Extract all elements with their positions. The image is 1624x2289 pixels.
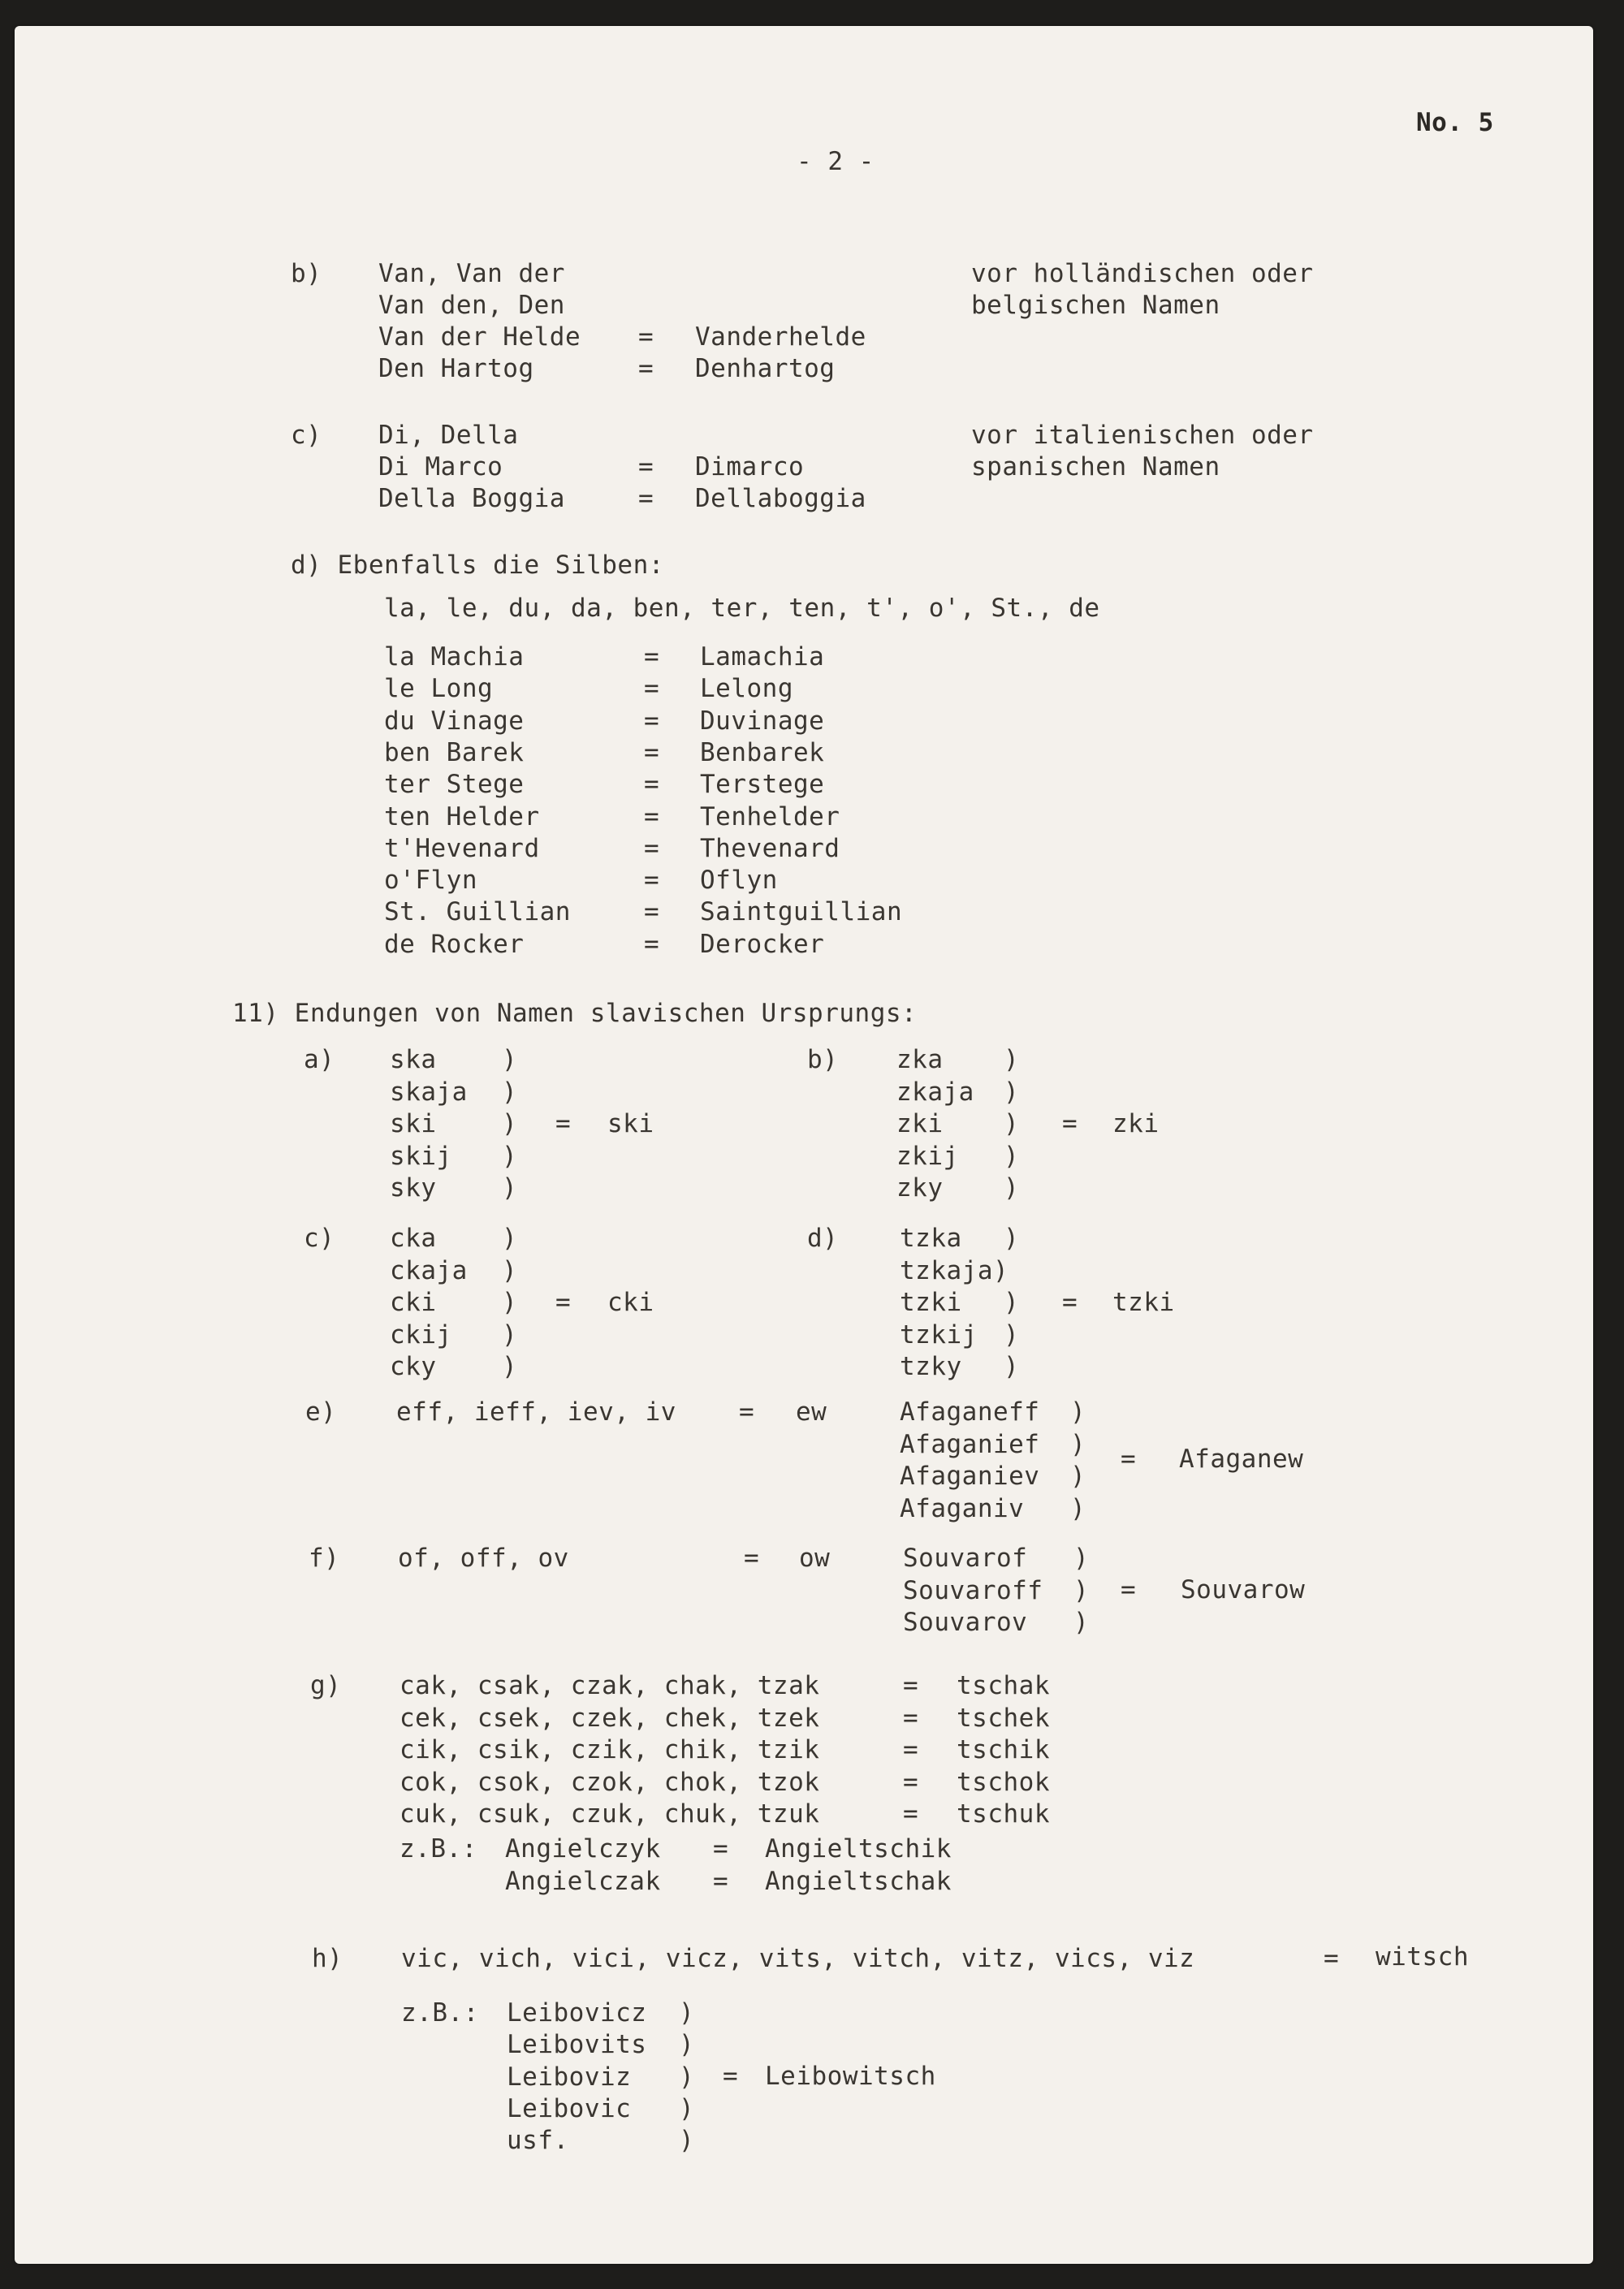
section-marker: e) <box>305 1397 337 1427</box>
equals-sign: = <box>638 484 654 513</box>
side-note: vor italienischen oder <box>971 421 1314 450</box>
example-from: ter Stege <box>384 770 525 800</box>
ending-item: ckij <box>390 1319 452 1350</box>
bracket-mark: ) <box>679 2093 695 2123</box>
ending-item: tzki <box>900 1288 962 1317</box>
section-marker: f) <box>309 1544 340 1573</box>
bracket-mark: ) <box>502 1109 518 1138</box>
equals-sign: = <box>1062 1109 1078 1138</box>
ending-result: ew <box>796 1397 827 1427</box>
ending-result: zki <box>1112 1109 1160 1138</box>
example-to: Thevenard <box>700 833 840 863</box>
section-marker: b) <box>807 1045 839 1074</box>
bracket-mark: ) <box>502 1288 518 1317</box>
equals-sign: = <box>713 1866 729 1896</box>
example-from: de Rocker <box>384 929 525 959</box>
ending-item: tzka <box>900 1224 962 1253</box>
example-to: Duvinage <box>700 706 825 736</box>
ending-list: vic, vich, vici, vicz, vits, vitch, vitz, vics, viz <box>401 1944 1195 1973</box>
bracket-mark: ) <box>502 1173 518 1203</box>
bracket-mark: ) <box>1004 1109 1020 1138</box>
bracket-mark: ) <box>1073 1608 1090 1637</box>
bracket-mark: ) <box>1073 1544 1090 1573</box>
example-result: Afaganew <box>1179 1445 1304 1474</box>
equals-sign: = <box>739 1397 755 1427</box>
example-from: Van der Helde <box>378 322 581 352</box>
example-to: Angieltschik <box>765 1834 952 1864</box>
ending-result: tzki <box>1112 1288 1175 1317</box>
ending-result: ski <box>607 1109 654 1138</box>
bracket-mark: ) <box>502 1077 518 1107</box>
example-to: Benbarek <box>700 737 825 767</box>
equals-sign: = <box>644 706 660 736</box>
example-to: Derocker <box>700 929 825 959</box>
ending-item: zka <box>896 1045 944 1074</box>
equals-sign: = <box>1324 1944 1340 1973</box>
bracket-mark: ) <box>1004 1173 1020 1203</box>
example-label: z.B.: <box>400 1834 477 1864</box>
example-to: Terstege <box>700 770 825 800</box>
example-from: du Vinage <box>384 706 525 736</box>
example-name: Afaganeff <box>900 1397 1040 1427</box>
ending-list: cuk, csuk, czuk, chuk, tzuk <box>400 1799 820 1829</box>
ending-item: cki <box>390 1288 437 1317</box>
example-to: Dimarco <box>695 452 805 482</box>
example-name: Afaganief <box>900 1429 1040 1459</box>
equals-sign: = <box>903 1671 919 1700</box>
equals-sign: = <box>555 1288 572 1317</box>
section-heading: 11) Endungen von Namen slavischen Ursprungs: <box>232 999 918 1028</box>
document-page <box>15 26 1593 2264</box>
section-marker: d) <box>807 1224 839 1253</box>
equals-sign: = <box>555 1109 572 1138</box>
ending-list: cik, csik, czik, chik, tzik <box>400 1735 820 1764</box>
ending-result: tschak <box>957 1671 1050 1700</box>
bracket-mark: ) <box>502 1255 518 1285</box>
example-name: Leiboviz <box>507 2062 632 2092</box>
side-note: belgischen Namen <box>971 291 1220 320</box>
bracket-mark: ) <box>1004 1141 1020 1171</box>
equals-sign: = <box>903 1799 919 1829</box>
section-marker: h) <box>312 1944 343 1973</box>
bracket-mark: ) <box>1004 1224 1020 1253</box>
example-from: o'Flyn <box>384 866 477 896</box>
equals-sign: = <box>638 354 654 383</box>
bracket-mark: ) <box>679 2030 695 2060</box>
bracket-mark: ) <box>502 1141 518 1171</box>
section-marker: c) <box>304 1224 335 1253</box>
example-from: ben Barek <box>384 737 525 767</box>
ending-result: witsch <box>1376 1942 1469 1972</box>
example-to: Lelong <box>700 674 793 704</box>
ending-item: zkaja <box>896 1077 974 1107</box>
ending-item: cka <box>390 1224 437 1253</box>
bracket-mark: ) <box>1070 1493 1086 1523</box>
equals-sign: = <box>903 1735 919 1764</box>
bracket-mark: ) <box>502 1224 518 1253</box>
ending-list: of, off, ov <box>398 1544 569 1573</box>
bracket-mark: ) <box>1004 1319 1020 1350</box>
ending-item: tzky <box>900 1352 962 1381</box>
equals-sign: = <box>644 866 660 896</box>
ending-list: eff, ieff, iev, iv <box>396 1397 676 1427</box>
equals-sign: = <box>644 929 660 959</box>
equals-sign: = <box>744 1544 760 1573</box>
equals-sign: = <box>644 801 660 831</box>
bracket-mark: ) <box>1004 1045 1020 1074</box>
equals-sign: = <box>1121 1445 1137 1474</box>
example-to: Vanderhelde <box>695 322 866 352</box>
example-to: Lamachia <box>700 642 825 672</box>
equals-sign: = <box>713 1834 729 1864</box>
bracket-mark: ) <box>679 1998 695 2028</box>
bracket-mark: ) <box>679 2126 695 2156</box>
ending-list: cok, csok, czok, chok, tzok <box>400 1767 820 1797</box>
side-note: vor holländischen oder <box>971 259 1314 288</box>
example-to: Oflyn <box>700 866 778 896</box>
example-name: Afaganiv <box>900 1493 1025 1523</box>
equals-sign: = <box>644 642 660 672</box>
bracket-mark: ) <box>502 1045 518 1074</box>
equals-sign: = <box>644 674 660 704</box>
ending-result: tschek <box>957 1703 1050 1733</box>
example-from: Den Hartog <box>378 354 534 383</box>
ending-result: cki <box>607 1288 654 1317</box>
section-marker: b) <box>291 259 322 288</box>
ending-item: skaja <box>390 1077 468 1107</box>
equals-sign: = <box>1121 1575 1137 1604</box>
example-result: Leibowitsch <box>765 2062 936 2091</box>
equals-sign: = <box>644 770 660 800</box>
equals-sign: = <box>644 833 660 863</box>
example-from: la Machia <box>384 642 525 672</box>
bracket-mark: ) <box>1070 1429 1086 1459</box>
ending-item: zkij <box>896 1141 959 1171</box>
side-note: spanischen Namen <box>971 452 1220 482</box>
page-label: No. 5 <box>1416 108 1494 137</box>
bracket-mark: ) <box>679 2062 695 2092</box>
bracket-mark: ) <box>1070 1397 1086 1427</box>
ending-list: cak, csak, czak, chak, tzak <box>400 1671 820 1700</box>
example-name: Souvarov <box>903 1608 1028 1637</box>
example-from: ten Helder <box>384 801 540 831</box>
example-from: t'Hevenard <box>384 833 540 863</box>
example-from: le Long <box>384 674 494 704</box>
example-result: Souvarow <box>1181 1575 1306 1604</box>
example-name: Souvarof <box>903 1544 1028 1573</box>
equals-sign: = <box>644 737 660 767</box>
section-marker: c) <box>291 421 322 450</box>
equals-sign: = <box>723 2062 739 2091</box>
ending-list: cek, csek, czek, chek, tzek <box>400 1703 820 1733</box>
example-from: Di Marco <box>378 452 503 482</box>
ending-item: zky <box>896 1173 944 1203</box>
equals-sign: = <box>903 1767 919 1797</box>
section-marker: g) <box>310 1671 342 1700</box>
equals-sign: = <box>638 452 654 482</box>
example-name: usf. <box>507 2126 569 2156</box>
prefix-line: Van, Van der <box>378 259 565 288</box>
example-name: Leibovic <box>507 2093 632 2123</box>
example-to: Angieltschak <box>765 1866 952 1896</box>
ending-item: tzkaja) <box>900 1255 1009 1285</box>
section-marker: a) <box>304 1045 335 1074</box>
ending-item: skij <box>390 1141 452 1171</box>
bracket-mark: ) <box>1004 1077 1020 1107</box>
example-from: St. Guillian <box>384 897 571 927</box>
syllable-list: la, le, du, da, ben, ter, ten, t', o', St., de <box>384 594 1100 623</box>
example-to: Tenhelder <box>700 801 840 831</box>
ending-item: cky <box>390 1352 437 1381</box>
ending-item: ckaja <box>390 1255 468 1285</box>
ending-item: sky <box>390 1173 437 1203</box>
ending-item: ska <box>390 1045 437 1074</box>
prefix-line: Van den, Den <box>378 291 565 320</box>
ending-result: tschok <box>957 1767 1050 1797</box>
example-from: Della Boggia <box>378 484 565 513</box>
equals-sign: = <box>1062 1288 1078 1317</box>
bracket-mark: ) <box>1004 1352 1020 1381</box>
example-name: Afaganiev <box>900 1462 1040 1491</box>
bracket-mark: ) <box>502 1319 518 1350</box>
bracket-mark: ) <box>1004 1288 1020 1317</box>
bracket-mark: ) <box>1070 1462 1086 1491</box>
equals-sign: = <box>638 322 654 352</box>
ending-item: ski <box>390 1109 437 1138</box>
page-number: - 2 - <box>797 147 875 176</box>
bracket-mark: ) <box>1073 1575 1090 1605</box>
ending-item: zki <box>896 1109 944 1138</box>
example-name: Souvaroff <box>903 1575 1043 1605</box>
equals-sign: = <box>903 1703 919 1733</box>
section-heading: d) Ebenfalls die Silben: <box>291 551 664 580</box>
example-to: Dellaboggia <box>695 484 866 513</box>
example-from: Angielczak <box>505 1866 661 1896</box>
example-name: Leibovits <box>507 2030 647 2060</box>
ending-result: tschik <box>957 1735 1050 1764</box>
ending-result: ow <box>799 1544 831 1573</box>
example-to: Saintguillian <box>700 897 903 927</box>
bracket-mark: ) <box>502 1352 518 1381</box>
example-to: Denhartog <box>695 354 836 383</box>
example-name: Leibovicz <box>507 1998 647 2028</box>
prefix-line: Di, Della <box>378 421 519 450</box>
equals-sign: = <box>644 897 660 927</box>
example-from: Angielczyk <box>505 1834 661 1864</box>
example-label: z.B.: <box>401 1998 479 2028</box>
ending-result: tschuk <box>957 1799 1050 1829</box>
ending-item: tzkij <box>900 1319 978 1350</box>
